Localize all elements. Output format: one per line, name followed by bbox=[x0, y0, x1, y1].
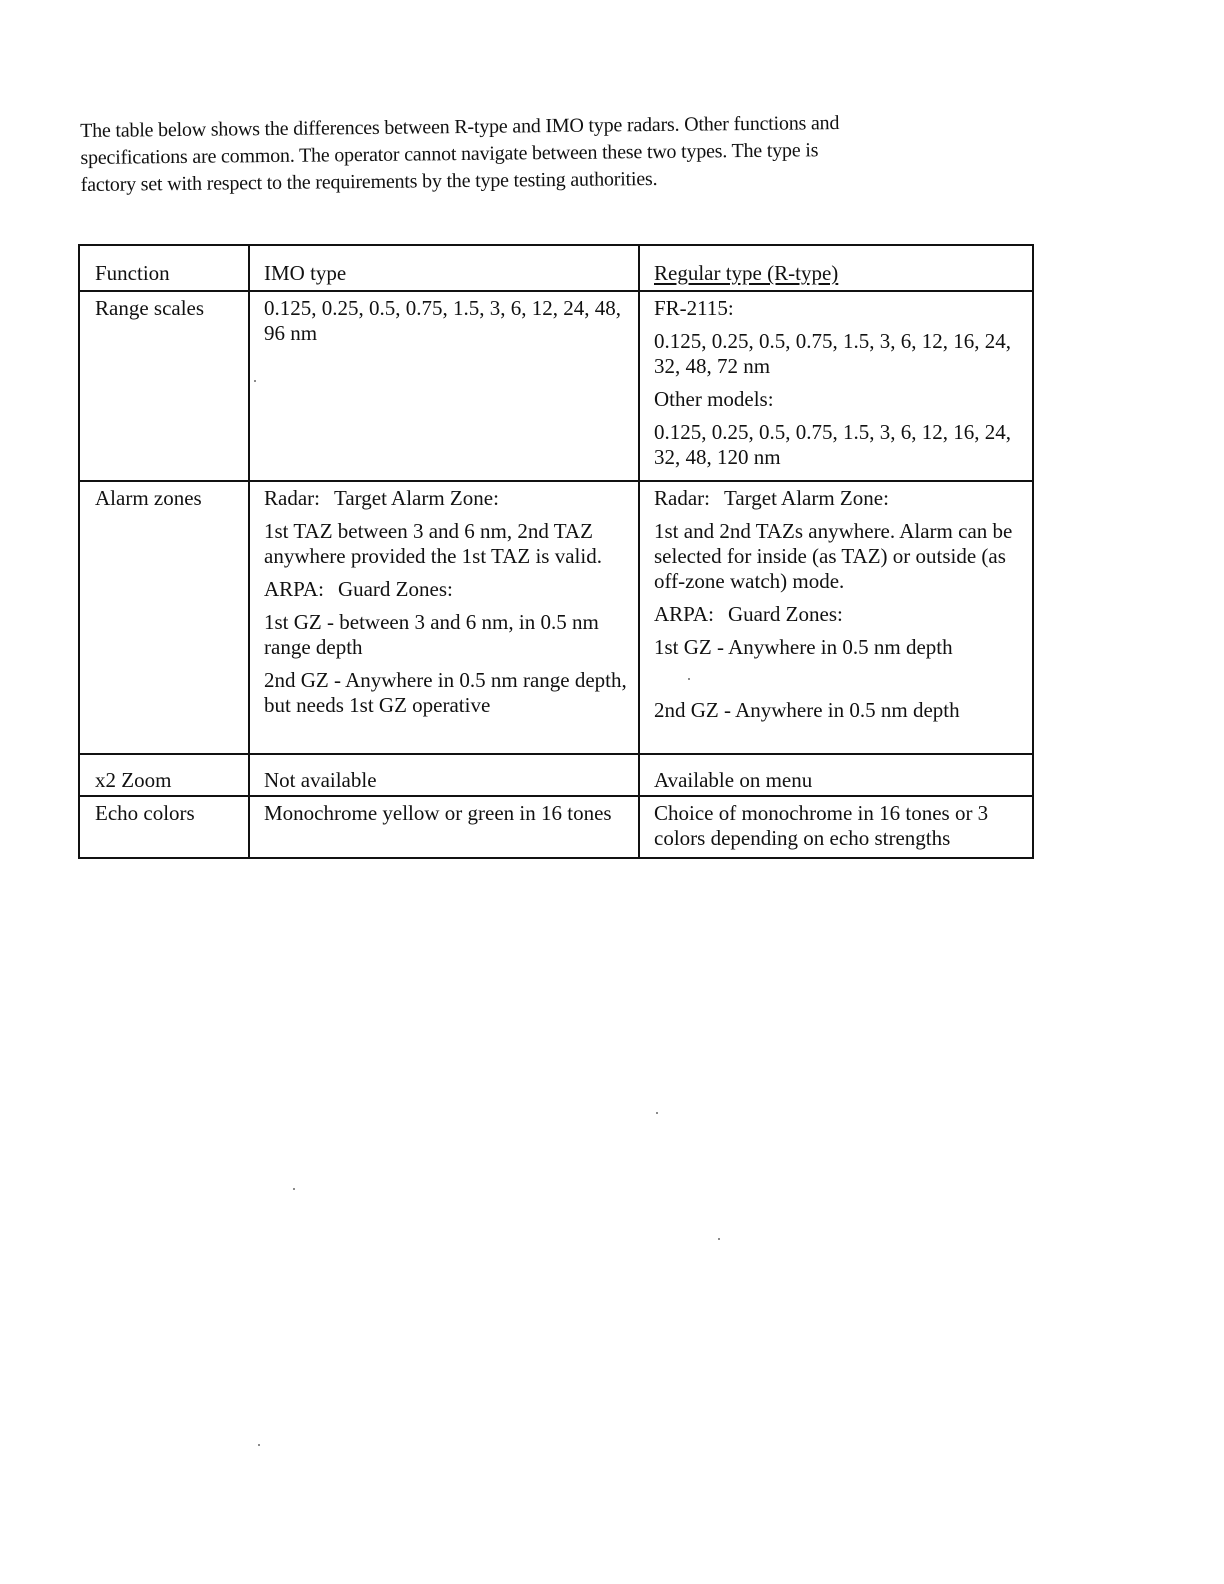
regular-arpa-title: Guard Zones: bbox=[727, 602, 843, 626]
scan-speck bbox=[688, 678, 690, 680]
table-row-echo-colors bbox=[79, 796, 1033, 858]
imo-arpa-heading bbox=[264, 577, 632, 602]
header-regular-type-label: Regular type (R-type) bbox=[654, 261, 839, 285]
echo-colors-imo: Monochrome yellow or green in 16 tones bbox=[249, 796, 639, 858]
scan-speck bbox=[718, 1238, 720, 1240]
scan-speck bbox=[254, 380, 256, 382]
echo-colors-regular: Choice of monochrome in 16 tones or 3 colors depending on echo strengths bbox=[639, 796, 1033, 858]
scan-speck bbox=[293, 1188, 295, 1190]
imo-gz2: 2nd GZ - Anywhere in 0.5 nm range depth, but needs 1st GZ operative bbox=[264, 668, 627, 717]
regular-arpa-heading bbox=[654, 602, 1026, 627]
other-models-values: 0.125, 0.25, 0.5, 0.75, 1.5, 3, 6, 12, 16, 24, 32, 48, 120 nm bbox=[654, 420, 1011, 469]
zoom-imo: Not available bbox=[249, 754, 639, 796]
regular-arpa-label: ARPA: bbox=[654, 602, 714, 626]
intro-line: The table below shows the differences between R-type and IMO type radars. Other functions and bbox=[80, 112, 840, 142]
imo-radar-heading bbox=[264, 486, 632, 511]
table-row-zoom bbox=[79, 754, 1033, 796]
intro-paragraph bbox=[80, 108, 1011, 199]
table-row-range-scales bbox=[79, 291, 1033, 481]
regular-radar-heading bbox=[654, 486, 1026, 511]
header-regular-type bbox=[639, 245, 1033, 291]
fr2115-values: 0.125, 0.25, 0.5, 0.75, 1.5, 3, 6, 12, 16, 24, 32, 48, 72 nm bbox=[654, 329, 1011, 378]
radar-comparison-table bbox=[78, 244, 1034, 859]
intro-line: factory set with respect to the requirements by the type testing authorities. bbox=[80, 167, 658, 196]
spacer bbox=[654, 668, 1026, 698]
imo-arpa-label: ARPA: bbox=[264, 577, 324, 601]
imo-radar-title: Target Alarm Zone: bbox=[333, 486, 499, 510]
imo-radar-text: 1st TAZ between 3 and 6 nm, 2nd TAZ anywhere provided the 1st TAZ is valid. bbox=[264, 519, 602, 568]
regular-radar-title: Target Alarm Zone: bbox=[723, 486, 889, 510]
header-imo-type: IMO type bbox=[249, 245, 639, 291]
scan-speck bbox=[258, 1444, 260, 1446]
zoom-regular: Available on menu bbox=[639, 754, 1033, 796]
other-models-label: Other models: bbox=[654, 387, 774, 411]
scan-speck bbox=[656, 1112, 658, 1114]
table-row-alarm-zones bbox=[79, 481, 1033, 754]
imo-radar-label: Radar: bbox=[264, 486, 320, 510]
regular-radar-label: Radar: bbox=[654, 486, 710, 510]
regular-gz2: 2nd GZ - Anywhere in 0.5 nm depth bbox=[654, 698, 960, 722]
regular-radar-text: 1st and 2nd TAZs anywhere. Alarm can be selected for inside (as TAZ) or outside (as off-zone watch) mode. bbox=[654, 519, 1013, 593]
range-scales-imo: 0.125, 0.25, 0.5, 0.75, 1.5, 3, 6, 12, 24, 48, 96 nm bbox=[249, 291, 639, 481]
regular-gz1: 1st GZ - Anywhere in 0.5 nm depth bbox=[654, 635, 953, 659]
imo-gz1: 1st GZ - between 3 and 6 nm, in 0.5 nm range depth bbox=[264, 610, 599, 659]
range-scales-label: Range scales bbox=[79, 291, 249, 481]
fr2115-label: FR-2115: bbox=[654, 296, 734, 320]
alarm-zones-label: Alarm zones bbox=[79, 481, 249, 754]
alarm-zones-imo bbox=[249, 481, 639, 754]
intro-line: specifications are common. The operator cannot navigate between these two types. The type is bbox=[80, 139, 819, 169]
alarm-zones-regular bbox=[639, 481, 1033, 754]
echo-colors-label: Echo colors bbox=[79, 796, 249, 858]
table-header-row bbox=[79, 245, 1033, 291]
header-function: Function bbox=[79, 245, 249, 291]
imo-arpa-title: Guard Zones: bbox=[337, 577, 453, 601]
zoom-label: x2 Zoom bbox=[79, 754, 249, 796]
range-scales-regular bbox=[639, 291, 1033, 481]
